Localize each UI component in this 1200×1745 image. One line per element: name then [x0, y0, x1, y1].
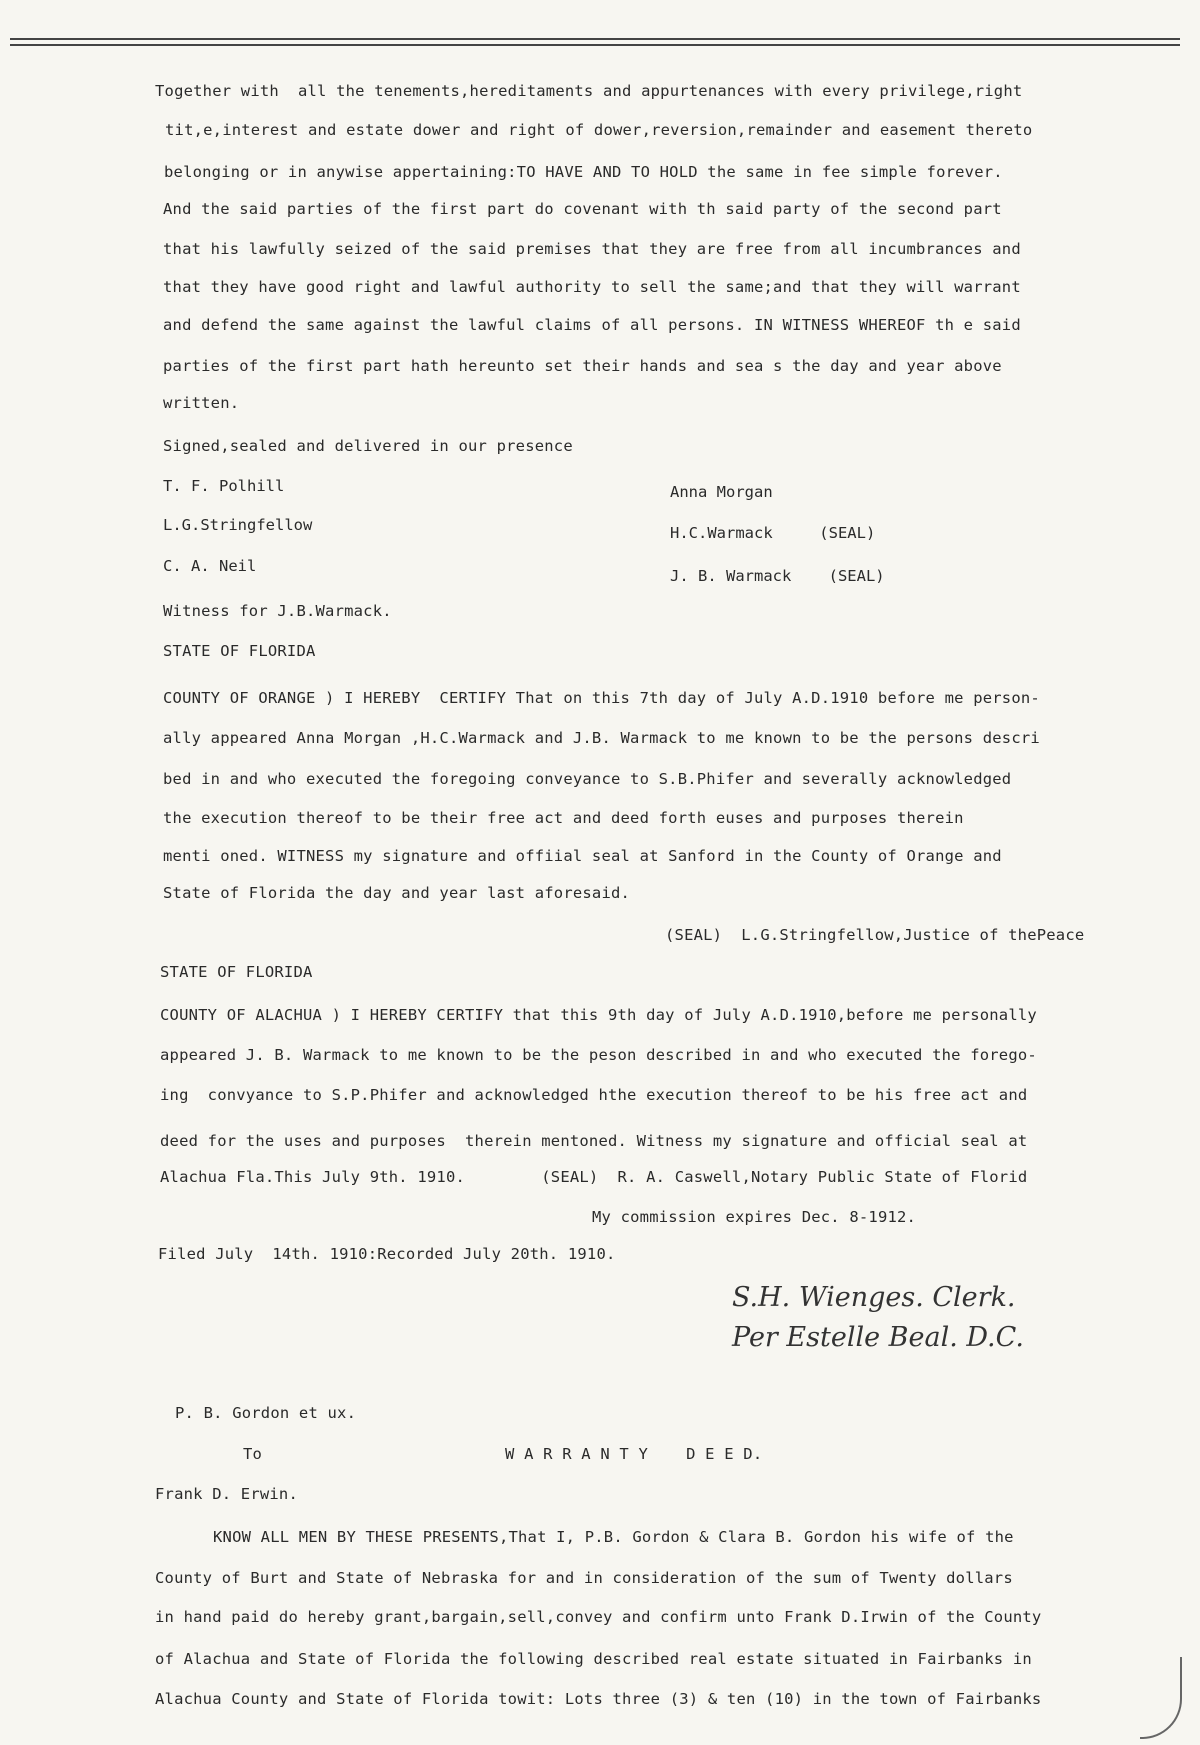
- grantor-3: J. B. Warmack (SEAL): [670, 567, 885, 585]
- deed1-line-1: Together with all the tenements,hereditaments and appurtenances with every privilege,right: [155, 82, 1023, 100]
- deed2-line-5: Alachua County and State of Florida towit: Lots three (3) & ten (10) in the town of Fairbanks: [155, 1690, 1042, 1708]
- deed2-line-4: of Alachua and State of Florida the following described real estate situated in Fairbanks in: [155, 1650, 1032, 1668]
- top-rule-2: [10, 44, 1180, 46]
- witness-2: L.G.Stringfellow: [163, 516, 313, 534]
- filed-recorded: Filed July 14th. 1910:Recorded July 20th. 1910.: [158, 1245, 616, 1263]
- ack1-line-1: STATE OF FLORIDA: [163, 642, 316, 660]
- deed2-to: To: [243, 1445, 263, 1463]
- deed2-line-1: KNOW ALL MEN BY THESE PRESENTS,That I, P.B. Gordon & Clara B. Gordon his wife of the: [213, 1528, 1014, 1546]
- commission-expiry: My commission expires Dec. 8-1912.: [592, 1208, 917, 1226]
- deed1-line-7: and defend the same against the lawful claims of all persons. IN WITNESS WHEREOF th e said: [163, 316, 1021, 334]
- deed1-line-5: that his lawfully seized of the said premises that they are free from all incumbrances and: [163, 240, 1021, 258]
- ack1-line-4: bed in and who executed the foregoing conveyance to S.B.Phifer and severally acknowledged: [163, 770, 1012, 788]
- ack2-line-1: STATE OF FLORIDA: [160, 963, 313, 981]
- deed1-line-4: And the said parties of the first part do covenant with th said party of the second part: [163, 200, 1002, 218]
- witness-1: T. F. Polhill: [163, 477, 285, 495]
- deed1-line-2: tit,e,interest and estate dower and right of dower,reversion,remainder and easement thereto: [165, 121, 1033, 139]
- ack1-signature: (SEAL) L.G.Stringfellow,Justice of thePeace: [665, 926, 1085, 944]
- deed1-line-8: parties of the first part hath hereunto set their hands and sea s the day and year above: [163, 357, 1002, 375]
- grantor-1: Anna Morgan: [670, 483, 773, 501]
- deed2-line-2: County of Burt and State of Nebraska for and in consideration of the sum of Twenty dollars: [155, 1569, 1013, 1587]
- deputy-clerk-signature: Per Estelle Beal. D.C.: [732, 1322, 1024, 1353]
- deed1-line-3: belonging or in anywise appertaining:TO HAVE AND TO HOLD the same in fee simple forever.: [164, 163, 1003, 181]
- ack2-line-4: ing convyance to S.P.Phifer and acknowledged hthe execution thereof to be his free act and: [160, 1086, 1028, 1104]
- deed1-line-6: that they have good right and lawful authority to sell the same;and that they will warrant: [163, 278, 1021, 296]
- deed1-line-10: Signed,sealed and delivered in our presence: [163, 437, 573, 455]
- page-corner-curl: [1140, 1657, 1182, 1739]
- witness-for: Witness for J.B.Warmack.: [163, 602, 392, 620]
- deed1-line-9: written.: [163, 394, 240, 412]
- ack2-line-3: appeared J. B. Warmack to me known to be the peson described in and who executed the forego-: [160, 1046, 1037, 1064]
- ack1-line-6: menti oned. WITNESS my signature and offiial seal at Sanford in the County of Orange and: [163, 847, 1002, 865]
- ack1-line-7: State of Florida the day and year last aforesaid.: [163, 884, 631, 902]
- deed2-grantee: Frank D. Erwin.: [155, 1485, 298, 1503]
- ack1-line-2: COUNTY OF ORANGE ) I HEREBY CERTIFY That on this 7th day of July A.D.1910 before me person-: [163, 689, 1040, 707]
- deed2-line-3: in hand paid do hereby grant,bargain,sell,convey and confirm unto Frank D.Irwin of the County: [155, 1608, 1042, 1626]
- deed2-grantor: P. B. Gordon et ux.: [175, 1404, 357, 1422]
- grantor-2: H.C.Warmack (SEAL): [670, 524, 876, 542]
- ack2-line-5: deed for the uses and purposes therein mentoned. Witness my signature and official seal at: [160, 1132, 1028, 1150]
- top-rule: [10, 38, 1180, 40]
- witness-3: C. A. Neil: [163, 557, 257, 575]
- clerk-signature: S.H. Wienges. Clerk.: [732, 1282, 1016, 1313]
- ack1-line-3: ally appeared Anna Morgan ,H.C.Warmack and J.B. Warmack to me known to be the persons descri: [163, 729, 1040, 747]
- ack2-line-2: COUNTY OF ALACHUA ) I HEREBY CERTIFY that this 9th day of July A.D.1910,before me personally: [160, 1006, 1037, 1024]
- ack1-line-5: the execution thereof to be their free act and deed forth euses and purposes therein: [163, 809, 964, 827]
- ack2-line-6: Alachua Fla.This July 9th. 1910. (SEAL) R. A. Caswell,Notary Public State of Florid: [160, 1168, 1028, 1186]
- deed2-title: W A R R A N T Y D E E D.: [505, 1445, 763, 1463]
